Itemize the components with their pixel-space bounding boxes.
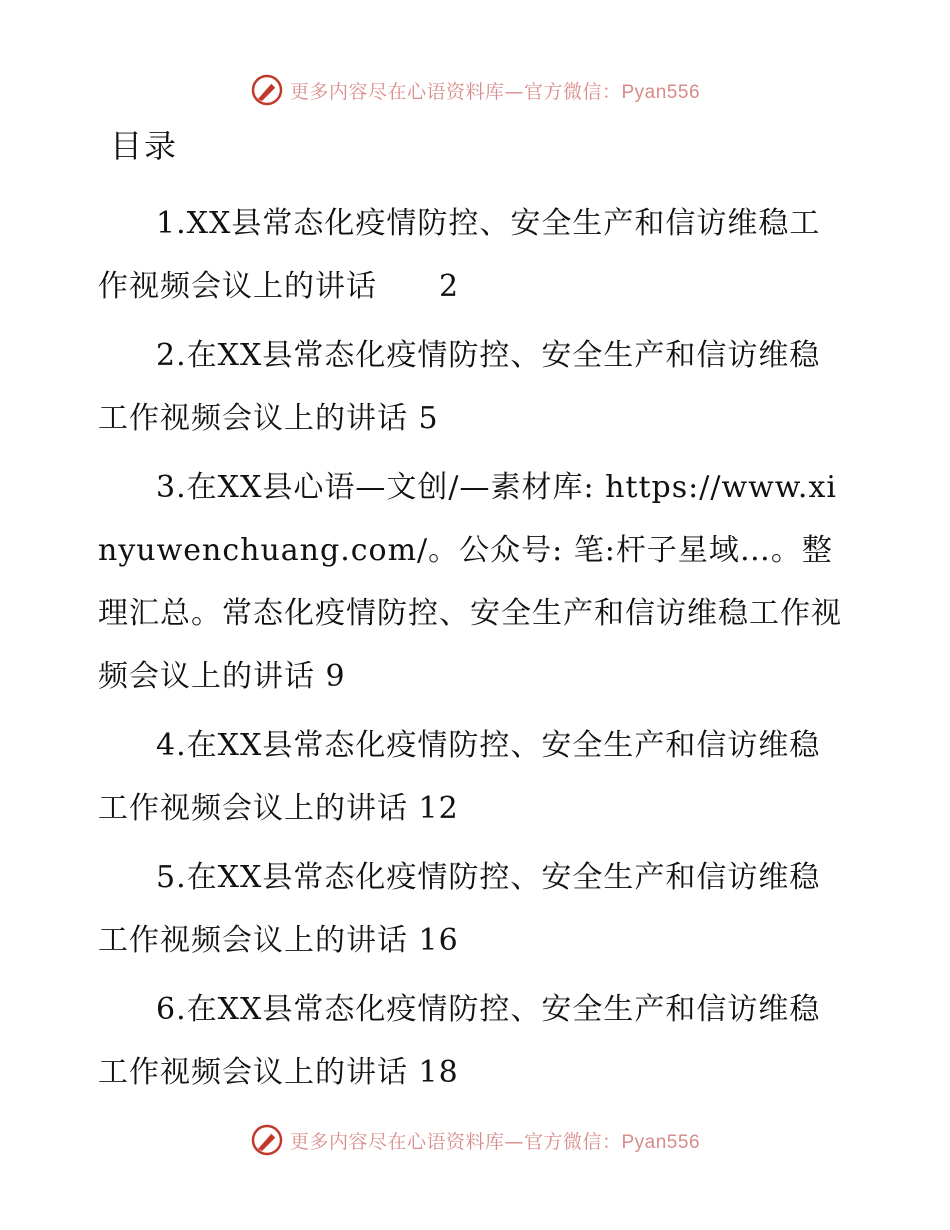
- pen-logo-icon: [250, 73, 284, 107]
- toc-title: 目录: [110, 127, 179, 165]
- toc-entry-4[interactable]: 4.在XX县常态化疫情防控、安全生产和信访维稳工作视频会议上的讲话 12: [98, 728, 821, 826]
- header-watermark: [0, 70, 950, 110]
- toc-entry-5[interactable]: 5.在XX县常态化疫情防控、安全生产和信访维稳工作视频会议上的讲话 16: [98, 860, 821, 958]
- toc-list: [98, 192, 848, 1110]
- toc-entry-1[interactable]: 1.XX县常态化疫情防控、安全生产和信访维稳工作视频会议上的讲话 2: [98, 206, 821, 304]
- watermark-text: 更多内容尽在心语资料库—官方微信：Pyan556: [289, 80, 701, 103]
- toc-entry-2[interactable]: 2.在XX县常态化疫情防控、安全生产和信访维稳工作视频会议上的讲话 5: [98, 338, 821, 436]
- watermark-text: 更多内容尽在心语资料库—官方微信：Pyan556: [289, 1130, 701, 1153]
- pen-logo-icon: [250, 1123, 284, 1157]
- toc-entry-3[interactable]: 3.在XX县心语—文创/—素材库: https://www.xinyuwenchuang.com/。公众号: 笔:杆子星域…。整理汇总。常态化疫情防控、安全生产和信访维稳工作视频会议上的讲话 9: [98, 470, 842, 694]
- toc-entry-6[interactable]: 6.在XX县常态化疫情防控、安全生产和信访维稳工作视频会议上的讲话 18: [98, 992, 821, 1090]
- footer-watermark: [0, 1120, 950, 1160]
